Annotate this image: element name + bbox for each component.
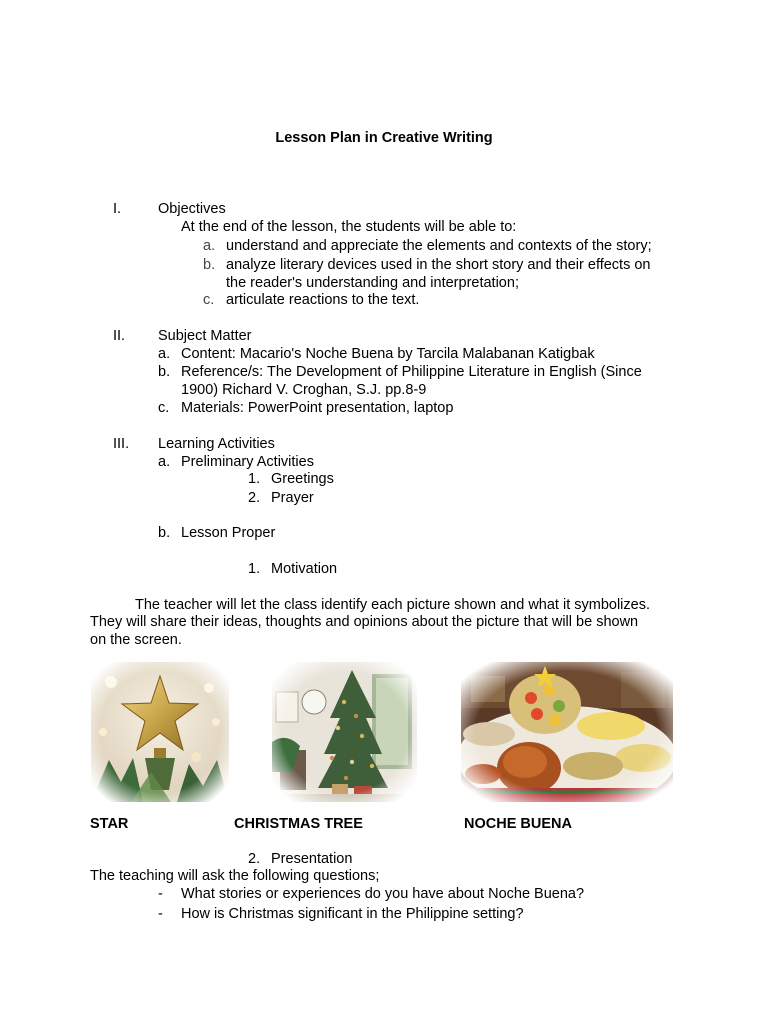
section-numeral-1: I.: [113, 201, 122, 217]
picture-label-christmas-tree: CHRISTMAS TREE: [234, 816, 363, 832]
preliminary-marker-2: 2.: [248, 490, 261, 506]
paragraph-line-2: They will share their ideas, thoughts and opinions about the picture that will be shown: [90, 614, 639, 630]
objective-item-b-continued: the reader's understanding and interpretation;: [226, 275, 519, 291]
question-marker-1: -: [158, 886, 163, 902]
presentation-intro: The teaching will ask the following questions;: [90, 868, 380, 884]
subject-item-materials: Materials: PowerPoint presentation, laptop: [181, 400, 454, 416]
section-heading-subject-matter: Subject Matter: [158, 328, 252, 344]
section-heading-learning-activities: Learning Activities: [158, 436, 275, 452]
motivation-marker: 1.: [248, 561, 261, 577]
objective-marker-a: a.: [203, 238, 216, 254]
subject-marker-b: b.: [158, 364, 171, 380]
document-title: Lesson Plan in Creative Writing: [275, 130, 493, 146]
preliminary-item-prayer: Prayer: [271, 490, 314, 506]
picture-label-star: STAR: [90, 816, 129, 832]
preliminary-marker-1: 1.: [248, 471, 261, 487]
subject-marker-a: a.: [158, 346, 171, 362]
objective-item-a: understand and appreciate the elements and contexts of the story;: [226, 238, 652, 254]
section-numeral-2: II.: [113, 328, 126, 344]
preliminary-item-greetings: Greetings: [271, 471, 334, 487]
noche-buena-picture: [461, 662, 673, 802]
lesson-proper-label: Lesson Proper: [181, 525, 276, 541]
picture-label-noche-buena: NOCHE BUENA: [464, 816, 572, 832]
objective-marker-b: b.: [203, 257, 216, 273]
objective-item-c: articulate reactions to the text.: [226, 292, 420, 308]
question-1: What stories or experiences do you have about Noche Buena?: [181, 886, 585, 902]
paragraph-line-1: The teacher will let the class identify each picture shown and what it symbolizes.: [135, 597, 650, 613]
presentation-label: Presentation: [271, 851, 353, 867]
question-2: How is Christmas significant in the Philippine setting?: [181, 906, 524, 922]
subject-marker-c: c.: [158, 400, 170, 416]
preliminary-marker: a.: [158, 454, 171, 470]
lesson-proper-marker: b.: [158, 525, 171, 541]
subject-item-content: Content: Macario's Noche Buena by Tarcila Malabanan Katigbak: [181, 346, 595, 362]
subject-item-reference: Reference/s: The Development of Philippine Literature in English (Since: [181, 364, 642, 380]
section-numeral-3: III.: [113, 436, 130, 452]
christmas-tree-picture: [272, 662, 417, 802]
question-marker-2: -: [158, 906, 163, 922]
objectives-intro: At the end of the lesson, the students will be able to:: [181, 219, 517, 235]
motivation-label: Motivation: [271, 561, 338, 577]
star-picture: [91, 662, 229, 802]
objective-marker-c: c.: [203, 292, 215, 308]
preliminary-activities-label: Preliminary Activities: [181, 454, 314, 470]
paragraph-line-3: on the screen.: [90, 632, 182, 648]
section-heading-objectives: Objectives: [158, 201, 226, 217]
subject-item-reference-continued: 1900) Richard V. Croghan, S.J. pp.8-9: [181, 382, 427, 398]
presentation-marker: 2.: [248, 851, 261, 867]
objective-item-b: analyze literary devices used in the short story and their effects on: [226, 257, 651, 273]
